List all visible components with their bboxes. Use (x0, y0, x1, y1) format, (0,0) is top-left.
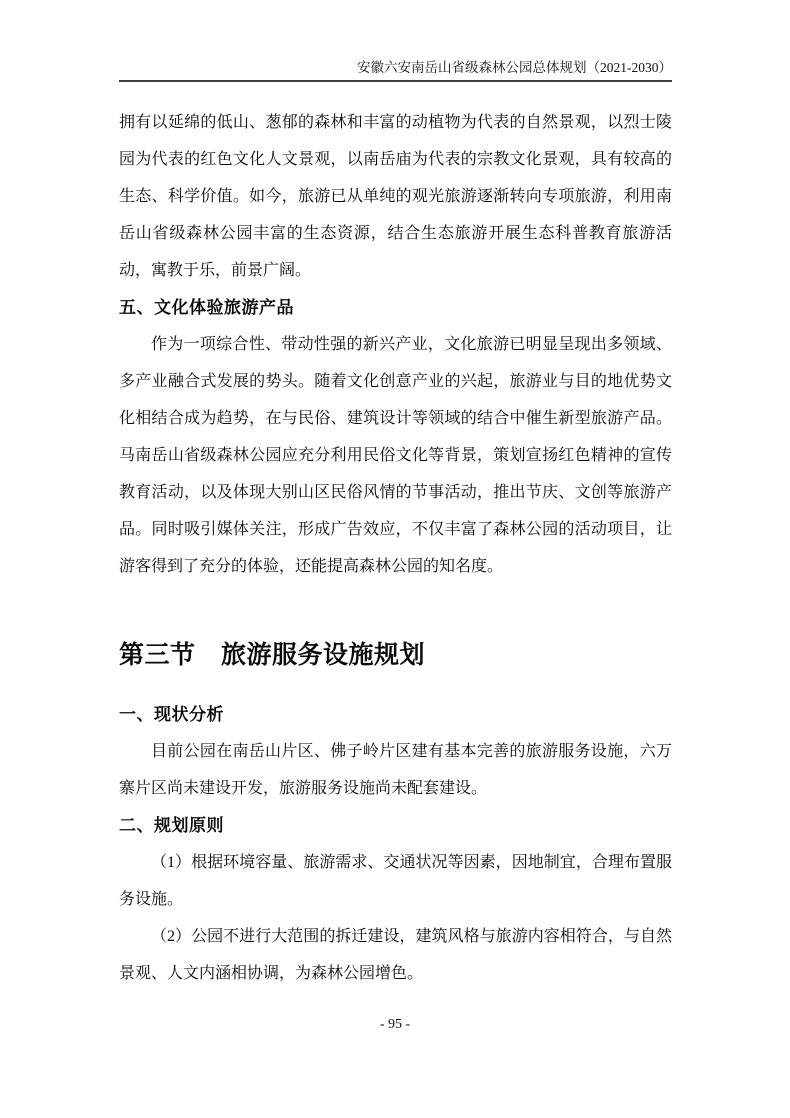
paragraph-principle-1: （1）根据环境容量、旅游需求、交通状况等因素，因地制宜，合理布置服务设施。 (119, 854, 672, 908)
heading-status-analysis: 一、现状分析 (119, 705, 224, 724)
page-number: - 95 - (379, 1017, 411, 1032)
paragraph-intro-continuation: 拥有以延绵的低山、葱郁的森林和丰富的动植物为代表的自然景观，以烈士陵园为代表的红色文化人文景观，以南岳庙为代表的宗教文化景观，具有较高的生态、科学价值。如今，旅游已从单纯的观光旅游逐渐转向专项旅游，利用南岳山省级森林公园丰富的生态资源，结合生态旅游开展生态科普教育旅游活动，寓教于乐，前景广阔。 (119, 114, 672, 279)
paragraph-principle-2: （2）公园不进行大范围的拆迁建设，建筑风格与旅游内容相符合，与自然景观、人文内涵相协调，为森林公园增色。 (119, 928, 672, 982)
paragraph-status-analysis: 目前公园在南岳山片区、佛子岭片区建有基本完善的旅游服务设施，六万寨片区尚未建设开发，旅游服务设施尚未配套建设。 (119, 743, 672, 797)
section-heading-tourism-service-facilities: 第三节 旅游服务设施规划 (119, 641, 426, 669)
paragraph-culture-tourism: 作为一项综合性、带动性强的新兴产业，文化旅游已明显呈现出多领域、多产业融合式发展的势头。随着文化创意产业的兴起，旅游业与目的地优势文化相结合成为趋势，在与民俗、建筑设计等领域的结合中催生新型旅游产品。马南岳山省级森林公园应充分利用民俗文化等背景，策划宣扬红色精神的宣传教育活动，以及体现大别山区民俗风情的节事活动，推出节庆、文创等旅游产品。同时吸引媒体关注，形成广告效应，不仅丰富了森林公园的活动项目，让游客得到了充分的体验，还能提高森林公园的知名度。 (119, 336, 672, 575)
running-header-title: 安徽六安南岳山省级森林公园总体规划（2021-2030） (357, 60, 672, 75)
header-rule (119, 80, 672, 82)
heading-culture-experience-products: 五、文化体验旅游产品 (119, 298, 294, 317)
heading-planning-principles: 二、规划原则 (119, 816, 224, 835)
document-body (119, 104, 672, 992)
